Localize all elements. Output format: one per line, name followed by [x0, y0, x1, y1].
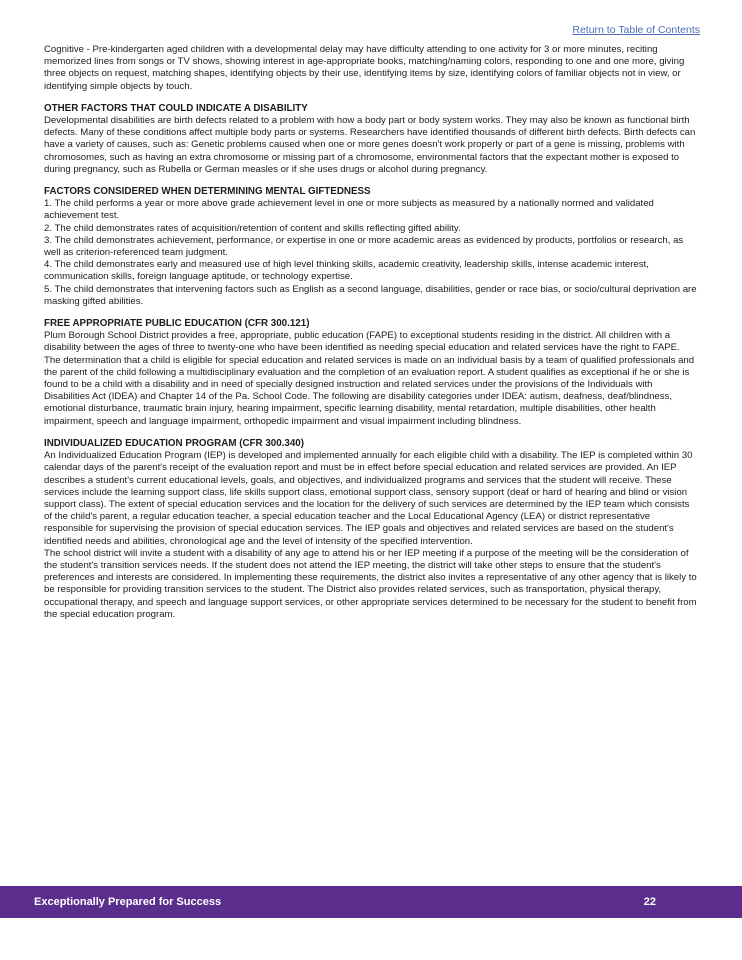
fape-paragraph: Plum Borough School District provides a free, appropriate, public education (FAPE) to exceptional students residing in the district. All children with a disability between the ages of three to twenty-one who have been identified as needing special education and related services have the right to FAPE. The determination that a child is eligible for special education and related services is made on an individual basis by a team of qualified professionals and the parent of the child following a multidisciplinary evaluation and the completion of an evaluation report. A student qualifies as exceptional if he or she is found to be a child with a disability and in need of specially designed instruction and related services under the provisions of the Individuals with Disabilities Act (IDEA) and Chapter 14 of the Pa. School Code. The following are disability categories under IDEA: autism, deafness, deaf/blindness, emotional disturbance, traumatic brain injury, hearing impairment, specific learning disability, mental retardation, multiple disabilities, other health impairment, speech and language impairment, orthopedic impairment and visual impairment including blindness. [44, 330, 695, 427]
giftedness-item: 1. The child performs a year or more above grade achievement level in one or more subjects as measured by a nationally normed and validated achievement test. [44, 198, 654, 222]
giftedness-item: 2. The child demonstrates rates of acquisition/retention of content and skills reflecting gifted ability. [44, 222, 461, 234]
other-factors-section [44, 103, 698, 176]
giftedness-item: 3. The child demonstrates achievement, performance, or expertise in one or more academic areas as evidenced by products, portfolios or research, as well as criterion-referenced team judgment. [44, 234, 684, 259]
fape-heading: FREE APPROPRIATE PUBLIC EDUCATION (CFR 300.121) [44, 318, 310, 330]
footer-bar [0, 886, 742, 918]
other-factors-heading: OTHER FACTORS THAT COULD INDICATE A DISABILITY [44, 102, 308, 114]
cognitive-paragraph: Cognitive - Pre-kindergarten aged children with a developmental delay may have difficulty attending to one activity for 3 or more minutes, reciting memorized lines from songs or TV shows, showing interest in age-appropriate books, matching/naming colors, responding to one and one more, giving three objects on request, matching shapes, identifying objects by their use, identifying items by size, identifying colors of familiar objects not in view, or identifying simple objects by touch. [44, 44, 685, 92]
giftedness-item: 4. The child demonstrates early and measured use of high level thinking skills, academic creativity, leadership skills, intense academic interest, communication skills, foreign language aptitude, or technology expertise. [44, 259, 649, 283]
iep-section [44, 438, 698, 621]
page-number: 22 [643, 896, 656, 908]
footer-title: Exceptionally Prepared for Success [34, 896, 222, 908]
document-body [44, 44, 698, 621]
other-factors-paragraph: Developmental disabilities are birth defects related to a problem with how a body part or body system works. They may also be known as functional birth defects. Many of these conditions affect multiple body parts or systems. Researchers have identified thousands of different birth defects. Birth defects can have a variety of causes, such as: Genetic problems caused when one or more genes doesn't work properly or part of a gene is missing, problems with chromosomes, such as having an extra chromosome or missing part of a chromosome, environmental factors that the expectant mother is exposed to during pregnancy, such as Rubella or German measles or if she uses drugs or alcohol during pregnancy. [44, 115, 696, 175]
fape-section [44, 318, 698, 428]
iep-paragraph-1: An Individualized Education Program (IEP) is developed and implemented annually for each eligible child with a disability. The IEP is completed within 30 calendar days of the parent's receipt of the evaluation report and must be in effect before special education and related services are provided. An IEP describes a student's current educational levels, goals, and objectives, and individualized programs and services that the student will receive. These services include the learning support class, life skills support class, emotional support class, sensory support (deaf or hard of hearing and blind or vision support class). The extent of special education services and the location for the delivery of such services are determined by the IEP team which consists of the child's parent, a regular education teacher, a special education teacher and the Local Educational Agency (LEA) or district representative responsible for supervising the provision of special education services. The IEP goals and objectives and related services are based on the student's identified needs and abilities, chronological age and the level of intensity of the specified intervention. [44, 450, 693, 547]
giftedness-item: 5. The child demonstrates that intervening factors such as English as a second language, disabilities, gender or race bias, or socio/cultural deprivation are masking gifted abilities. [44, 283, 697, 307]
iep-paragraph-2: The school district will invite a student with a disability of any age to attend his or her IEP meeting if a purpose of the meeting will be the consideration of the student's transition services needs. If the student does not attend the IEP meeting, the district will take other steps to ensure that the student's preferences and interests are considered. In implementing these requirements, the district also invites a representative of any other agency that is likely to be responsible for providing transition services to the student. The District also provides related services, such as transportation, physical therapy, occupational therapy, and speech and language support services, or other appropriate services determined to be necessary for the student to benefit from the special education program. [44, 547, 697, 620]
giftedness-section [44, 186, 698, 308]
intro-section [44, 44, 698, 93]
iep-heading: INDIVIDUALIZED EDUCATION PROGRAM (CFR 300.340) [44, 437, 305, 449]
return-to-toc-link[interactable]: Return to Table of Contents [572, 24, 700, 36]
giftedness-heading: FACTORS CONSIDERED WHEN DETERMINING MENTAL GIFTEDNESS [44, 186, 371, 198]
